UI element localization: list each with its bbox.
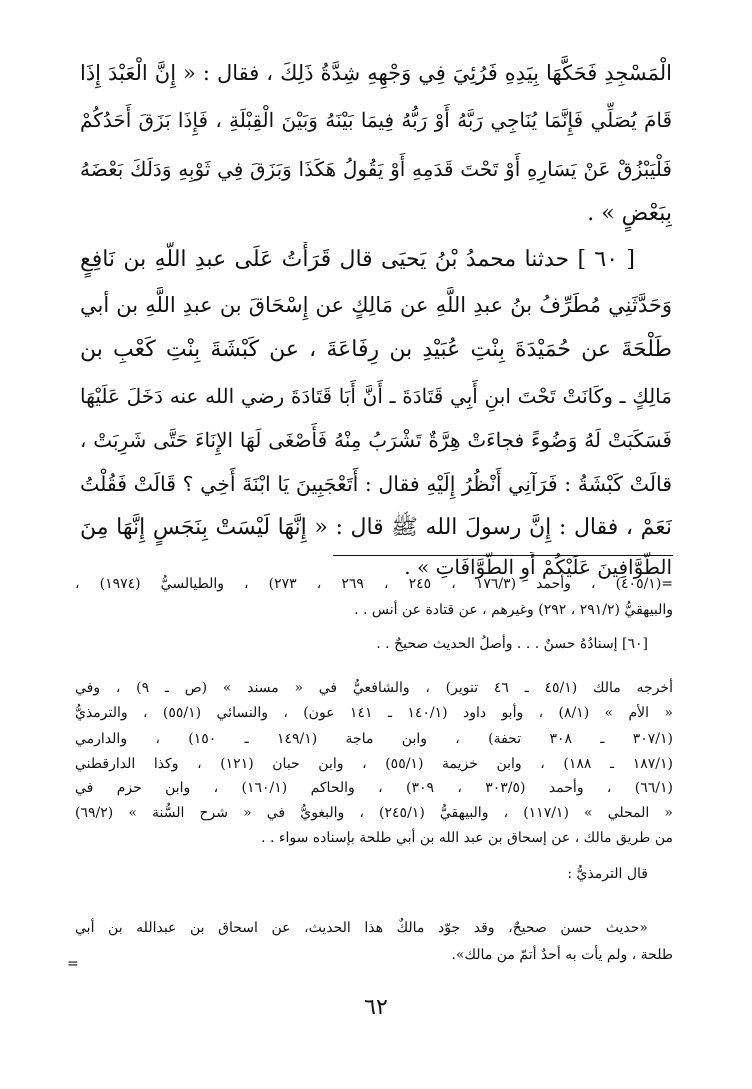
main-line: قالَتْ كَبْشَةُ : فَرَآنِي أَنْظُرُ إِلَيْهِ فقال : أَتَعْجَبِينَ يَا ابْنَةَ أَخِي ؟ قَالَتْ فَقُلْتُ bbox=[80, 472, 672, 496]
footnote-separator bbox=[333, 555, 673, 556]
takhrij-line: من طريق مالك ، عن إسحاق بن عبد الله بن أبي طلحة بإسناده سواء . . bbox=[261, 830, 673, 846]
main-line: قَامَ يُصَلِّي فَإِنَّمَا يُنَاجِي رَبَّهُ أَوْ رَبُّهُ فِيمَا بَيْنَهُ وَبَيْنَ الْقِبْلَةِ ، فَإِذَا بَزَقَ أَحَدُكُمْ bbox=[80, 108, 672, 132]
continuation-mark: = bbox=[67, 956, 79, 972]
main-line: فَسَكَبَتْ لَهُ وَضُوءً فجاءَتْ هِرَّةٌ تَشْرَبُ مِنْهُ فَأَصْغَى لَهَا الإِنَاءَ حَتَّى شَرِبَتْ ، bbox=[80, 428, 672, 452]
main-line: طَلْحَةَ عن حُمَيْدَةَ بِنْتِ عُبَيْدِ بن رِفَاعَةَ ، عن كَبْشَةَ بِنْتِ كَعْبِ بن bbox=[80, 337, 672, 362]
takhrij-line: أخرجه مالك (٤٥/١ ـ ٤٦ تنوير) ، والشافعيُّ في « مسند » (ص ـ ٩) ، وفي bbox=[75, 680, 673, 696]
tirmidhi-quote-line: «حديث حسن صحيحٌ، وقد جوّد مالكٌ هذا الحديث، عن اسحاق بن عبدالله بن أبي bbox=[75, 920, 648, 936]
takhrij-line: (٦٦/١) ، وأحمد (٣٠٣/٥ ، ٣٠٩) ، والحاكم (١٦٠/١) ، وابن حزم في bbox=[75, 780, 673, 796]
main-line: الْمَسْجِدِ فَحَكَّهَا بِيَدِهِ فَرُئِيَ فِي وَجْهِهِ شِدَّةُ ذَلِكَ ، فقال : « إِنَّ الْعَبْدَ إِذَا bbox=[80, 61, 672, 85]
main-line: فَلْيَبْزُقْ عَنْ يَسَارِهِ أَوْ تَحْتَ قَدَمِهِ أَوْ يَقُولُ هَكَذَا وَبَزَقَ فِي ثَوْبِهِ وَدَلَكَ بَعْضَهُ bbox=[80, 157, 672, 181]
tirmidhi-intro: قال الترمذيُّ : bbox=[567, 866, 648, 882]
takhrij-line: (١٨٧/١ ـ ١٨٨) ، وابن خزيمة (٥٥/١) ، وابن حبان (١٢١) ، وكذا الدارقطني bbox=[75, 756, 673, 772]
takhrij-line: (٣٠٧/١ ـ ٣٠٨ تحفة) ، وابن ماجة (١٤٩/١ ـ ١٥٠) ، والدارمي bbox=[75, 731, 673, 747]
footnote-60-grading: [٦٠] إسنادُهُ حسنٌ . . . وأصلُ الحديث صحيحٌ . . bbox=[376, 636, 648, 652]
page-number: ٦٢ bbox=[364, 995, 388, 1020]
footnote-continuation-line: والبيهقيُّ (٢٩١/٢ ، ٢٩٢) وغيرهم ، عن قتادة عن أنس . . bbox=[354, 602, 673, 618]
main-line: وَحَدَّثَنِي مُطَرِّفُ بنُ عبدِ اللَّهِ عن مَالِكٍ عن إِسْحَاقَ بن عبدِ اللَّهِ بن أبي bbox=[80, 293, 672, 317]
main-line: نَعَمْ ، فقال : إِنَّ رسولَ الله ﷺ قال : « إِنَّهَا لَيْسَتْ بِنَجَسٍ إِنَّهَا مِنَ bbox=[80, 515, 672, 540]
footnote-continuation-line: =(٤٠٥/١) ، وأحمد (١٧٦/٣ ، ٢٤٥ ، ٢٦٩ ، ٢٧٣) ، والطيالسيُّ (١٩٧٤) ، bbox=[75, 576, 673, 592]
hadith-60-opening: [ ٦٠ ] حدثنا محمدُ بْنُ يَحيَى قال قَرَأْتُ عَلَى عبدِ اللَّهِ بن نَافِعٍ bbox=[80, 247, 635, 272]
takhrij-line: « المحلي » (١١٧/١) ، والبيهقيُّ (٢٤٥/١) ، والبغويُّ في « شرح السُّنة » (٦٩/٢) bbox=[75, 805, 673, 821]
takhrij-line: « الأم » (٨/١) ، وأبو داود (١٤٠/١ ـ ١٤١ عون) ، والنسائي (٥٥/١) ، والترمذيُّ bbox=[75, 705, 673, 721]
main-line: بِبَعْضٍ » . bbox=[587, 201, 672, 226]
main-line: مَالِكٍ ـ وكَانَتْ تَحْتَ ابنِ أَبِي قَتَادَةَ ـ أَنَّ أَبَا قَتَادَةَ رضي الله عنه دَخَلَ عَلَيْهَا bbox=[80, 384, 672, 408]
main-line: الطَّوَّافِينَ عَلَيْكُمْ أَوِ الطَّوَّافَاتِ » . bbox=[404, 555, 672, 579]
tirmidhi-quote-line: طلحة ، ولم يأت به أحدٌ أتمّ من مالك». bbox=[451, 947, 673, 963]
